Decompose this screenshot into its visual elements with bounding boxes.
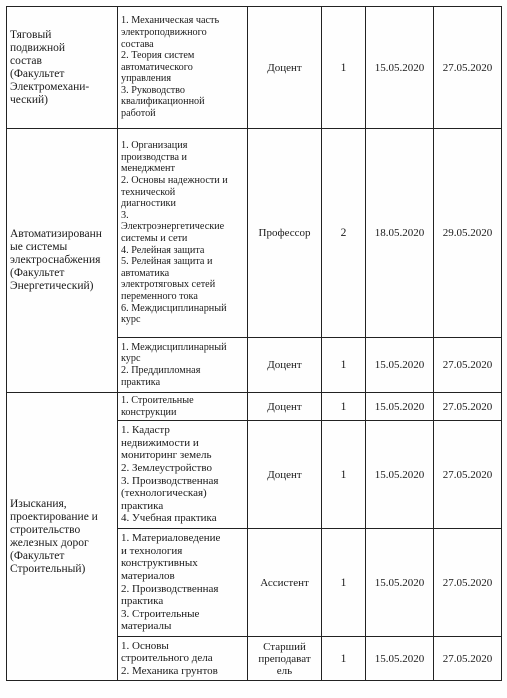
position-line: ель [276, 664, 293, 677]
count-cell: 2 [322, 129, 366, 338]
discipline-line: состава [121, 38, 154, 50]
discipline-line: диагностики [121, 198, 176, 210]
discipline-line: мониторинг земель [121, 449, 212, 462]
count-cell: 1 [322, 637, 366, 681]
discipline-line: и технология [121, 544, 183, 557]
discipline-line: 1. Кадастр [121, 424, 170, 437]
date-end-cell: 29.05.2020 [434, 129, 502, 338]
discipline-line: Электроэнергетические [121, 221, 225, 233]
discipline-line: 1. Организация [121, 140, 188, 152]
specialty-cell [7, 393, 118, 681]
discipline-line: электротяговых сетей [121, 279, 216, 291]
date-start-cell: 15.05.2020 [366, 529, 434, 637]
discipline-line: 2. Основы надежности и [121, 175, 228, 187]
date-start-cell: 15.05.2020 [366, 421, 434, 529]
specialty-line: подвижной [10, 41, 66, 54]
position-line: Доцент [267, 468, 302, 481]
discipline-line: строительного дела [121, 652, 213, 665]
discipline-line: автоматика [121, 267, 170, 279]
specialty-line: состав [10, 54, 42, 67]
discipline-line: 3. Строительные [121, 607, 200, 620]
count-cell: 1 [322, 393, 366, 421]
count-cell: 1 [322, 421, 366, 529]
specialty-line: ческий) [10, 93, 49, 106]
discipline-line: 3. [121, 209, 129, 221]
discipline-line: 1. Междисциплинарный [121, 341, 227, 353]
discipline-line: практика [121, 595, 164, 608]
discipline-line: конструктивных [121, 557, 198, 570]
discipline-line: практика [121, 499, 164, 512]
discipline-line: материалы [121, 620, 172, 633]
position-cell [248, 338, 322, 393]
specialty-line: Изыскания, [10, 497, 67, 510]
date-end-cell: 27.05.2020 [434, 637, 502, 681]
discipline-line: материалов [121, 569, 175, 582]
discipline-line: 3. Руководство [121, 84, 186, 96]
date-start-cell: 15.05.2020 [366, 7, 434, 129]
position-cell [248, 529, 322, 637]
specialty-line: Тяговый [10, 28, 52, 41]
position-line: Старший [263, 640, 306, 653]
discipline-line: 3. Производственная [121, 474, 219, 487]
discipline-line: практика [121, 376, 161, 388]
specialty-line: Строительный) [10, 562, 86, 575]
discipline-line: курс [121, 353, 141, 365]
discipline-line: 2. Теория систем [121, 50, 195, 62]
specialty-line: (Факультет [10, 267, 65, 279]
specialty-line: Энергетический) [10, 280, 94, 292]
discipline-line: 4. Релейная защита [121, 244, 205, 256]
discipline-line: 1. Механическая часть [121, 15, 220, 27]
discipline-line: 2. Преддипломная [121, 365, 201, 376]
position-line: Профессор [258, 227, 311, 239]
discipline-line: курс [121, 314, 141, 326]
discipline-line: 2. Механика грунтов [121, 664, 218, 677]
discipline-line: системы и сети [121, 233, 188, 244]
vacancy-table [6, 6, 502, 681]
discipline-line: 4. Учебная практика [121, 512, 217, 525]
specialty-line: Автоматизированн [10, 228, 102, 240]
date-end-cell: 27.05.2020 [434, 7, 502, 129]
date-end-cell: 27.05.2020 [434, 529, 502, 637]
date-end-cell: 27.05.2020 [434, 393, 502, 421]
discipline-line: электроподвижного [121, 26, 207, 38]
discipline-line: переменного тока [121, 290, 198, 302]
table-row [7, 7, 502, 129]
discipline-line: 6. Междисциплинарный [121, 302, 227, 314]
discipline-line: 1. Основы [121, 639, 169, 652]
specialty-line: Электромехани- [10, 80, 90, 93]
specialty-line: железных дорог [10, 536, 89, 549]
count-cell: 1 [322, 529, 366, 637]
specialty-line: электроснабжения [10, 254, 101, 266]
discipline-line: 2. Производственная [121, 582, 219, 595]
specialty-cell [7, 129, 118, 393]
date-start-cell: 15.05.2020 [366, 338, 434, 393]
table-row [7, 129, 502, 338]
discipline-line: технической [121, 186, 176, 198]
position-line: Ассистент [260, 576, 309, 589]
discipline-line: управления [121, 73, 172, 85]
position-cell [248, 393, 322, 421]
table-row [7, 393, 502, 421]
disciplines-cell [118, 7, 248, 129]
disciplines-cell [118, 129, 248, 338]
position-cell [248, 7, 322, 129]
discipline-line: недвижимости и [121, 436, 199, 449]
discipline-line: 1. Строительные [121, 394, 194, 406]
discipline-line: квалификационной [121, 96, 205, 108]
discipline-line: автоматического [121, 61, 193, 73]
discipline-line: 1. Материаловедение [121, 532, 221, 545]
specialty-line: (Факультет [10, 549, 65, 562]
discipline-line: 2. Землеустройство [121, 461, 212, 474]
position-cell [248, 421, 322, 529]
discipline-line: конструкции [121, 406, 177, 418]
date-start-cell: 18.05.2020 [366, 129, 434, 338]
specialty-line: строительство [10, 523, 81, 536]
disciplines-cell [118, 338, 248, 393]
discipline-line: менеджмент [121, 163, 175, 175]
specialty-cell [7, 7, 118, 129]
disciplines-cell [118, 637, 248, 681]
discipline-line: 5. Релейная защита и [121, 256, 213, 268]
position-line: преподават [258, 652, 311, 665]
date-start-cell: 15.05.2020 [366, 393, 434, 421]
discipline-line: работой [121, 108, 156, 120]
specialty-line: проектирование и [10, 510, 98, 523]
count-cell: 1 [322, 338, 366, 393]
position-line: Доцент [267, 359, 302, 371]
disciplines-cell [118, 393, 248, 421]
date-start-cell: 15.05.2020 [366, 637, 434, 681]
date-end-cell: 27.05.2020 [434, 421, 502, 529]
position-line: Доцент [267, 400, 302, 413]
disciplines-cell [118, 421, 248, 529]
count-cell: 1 [322, 7, 366, 129]
discipline-line: (технологическая) [121, 487, 207, 500]
position-cell [248, 637, 322, 681]
specialty-line: (Факультет [10, 67, 65, 80]
position-cell [248, 129, 322, 338]
date-end-cell: 27.05.2020 [434, 338, 502, 393]
disciplines-cell [118, 529, 248, 637]
discipline-line: производства и [121, 151, 188, 163]
specialty-line: ые системы [10, 241, 68, 253]
position-line: Доцент [267, 61, 302, 74]
